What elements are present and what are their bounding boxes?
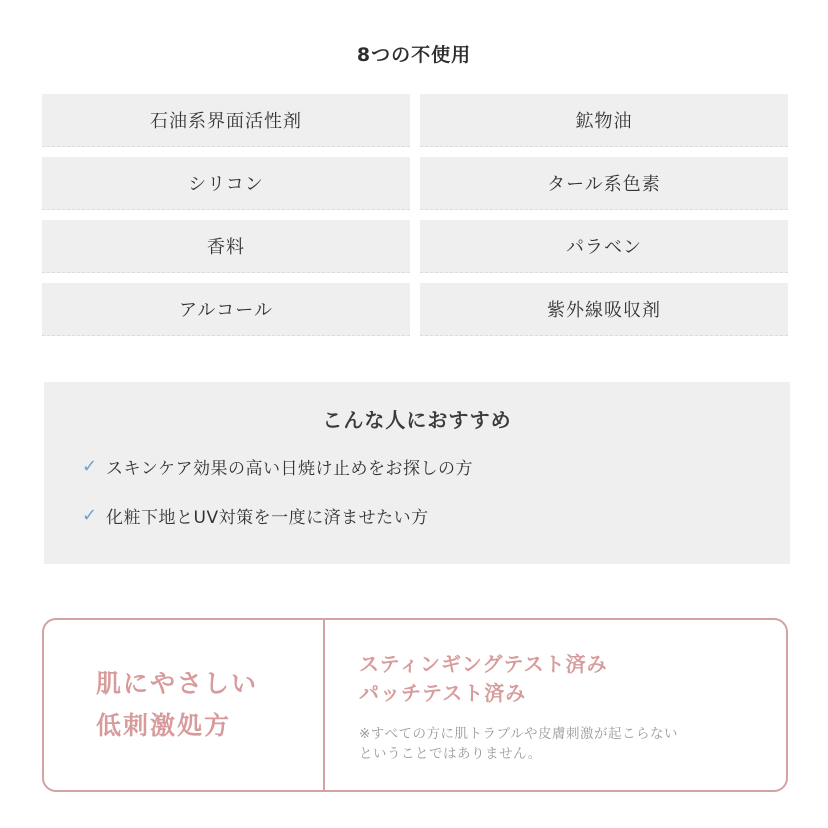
checkmark-icon: ✓ <box>82 455 98 477</box>
recommendation-panel <box>44 382 790 564</box>
card-claims <box>325 620 786 790</box>
recommendation-item <box>82 501 429 529</box>
recommendation-text: スキンケア効果の高い日焼け止めをお探しの方 <box>106 458 473 479</box>
free-from-grid <box>42 94 788 336</box>
free-from-item: タール系色素 <box>420 157 788 210</box>
free-from-item: アルコール <box>42 283 410 336</box>
low-irritation-card <box>42 618 788 792</box>
test-claim: スティンギングテスト済み <box>359 652 608 676</box>
free-from-item: パラベン <box>420 220 788 273</box>
checkmark-icon: ✓ <box>82 504 98 526</box>
free-from-item: 石油系界面活性剤 <box>42 94 410 147</box>
recommendation-text: 化粧下地とUV対策を一度に済ませたい方 <box>106 507 429 528</box>
free-from-item: シリコン <box>42 157 410 210</box>
card-label <box>44 620 325 790</box>
free-from-item: 香料 <box>42 220 410 273</box>
recommendation-item <box>82 452 473 480</box>
disclaimer-line: ということではありません。 <box>359 746 542 762</box>
recommendation-title: こんな人におすすめ <box>322 408 512 432</box>
section-heading: 8つの不使用 <box>356 44 472 66</box>
disclaimer-note <box>359 724 786 764</box>
test-claim: パッチテスト済み <box>359 681 527 705</box>
card-label-line: 肌にやさしい <box>96 669 259 698</box>
card-label-line: 低刺激処方 <box>96 711 232 740</box>
free-from-item: 鉱物油 <box>420 94 788 147</box>
disclaimer-line: ※すべての方に肌トラブルや皮膚刺激が起こらない <box>359 726 679 742</box>
free-from-item: 紫外線吸収剤 <box>420 283 788 336</box>
